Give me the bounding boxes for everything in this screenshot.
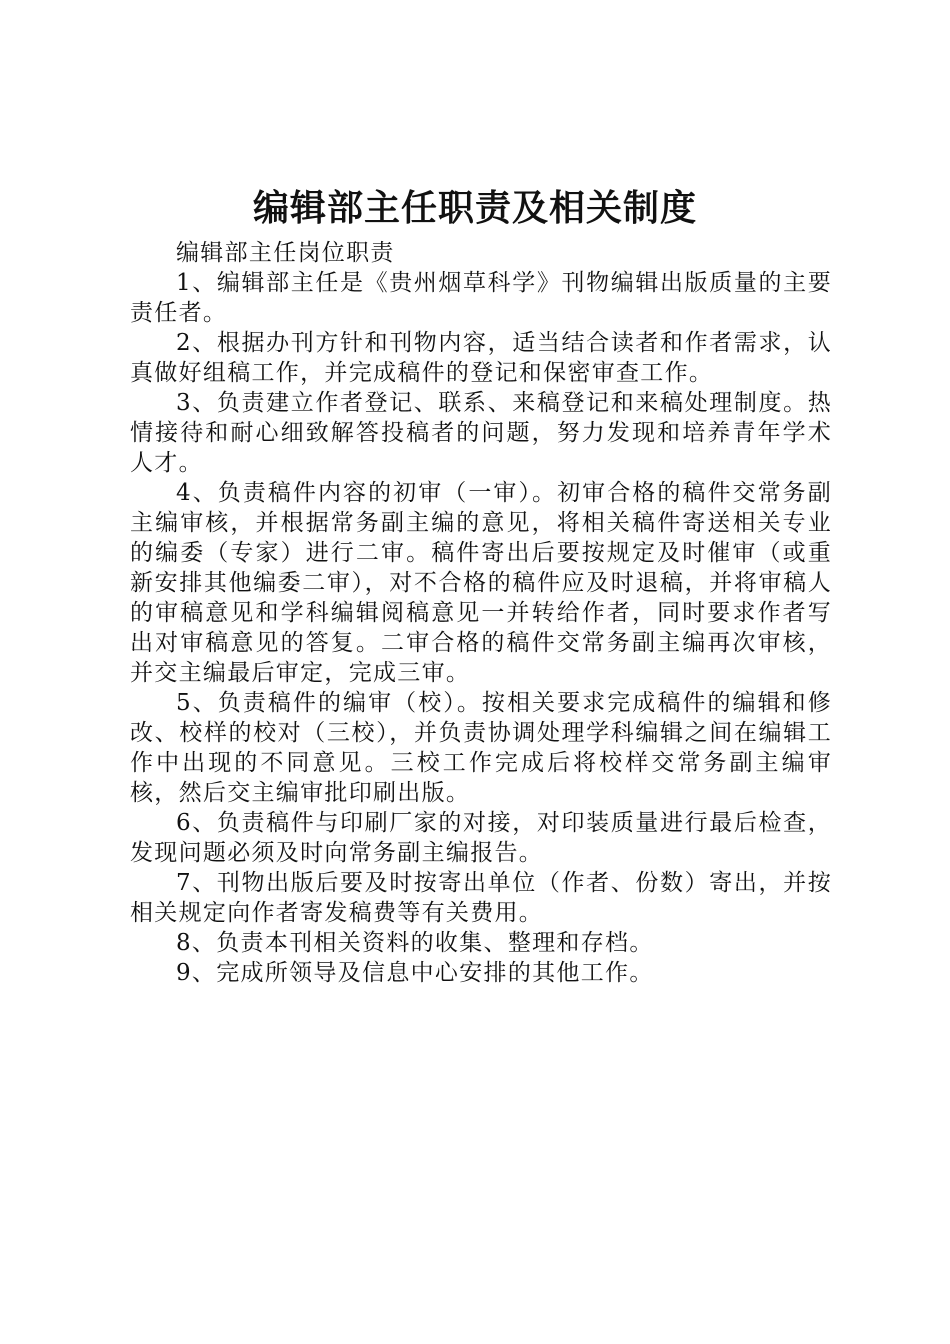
duty-item-4: 4、负责稿件内容的初审（一审）。初审合格的稿件交常务副主编审核，并根据常务副主编的意见，将相关稿件寄送相关专业的编委（专家）进行二审。稿件寄出后要按规定及时催审（或重新安排其他编委二审），对不合格的稿件应及时退稿，并将审稿人的审稿意见和学科编辑阅稿意见一并转给作者，同时要求作者写出对审稿意见的答复。二审合格的稿件交常务副主编再次审核，并交主编最后审定，完成三审。 xyxy=(130,480,832,686)
duty-item-6: 6、负责稿件与印刷厂家的对接，对印装质量进行最后检查，发现问题必须及时向常务副主编报告。 xyxy=(130,810,832,866)
duty-item-2: 2、根据办刊方针和刊物内容，适当结合读者和作者需求，认真做好组稿工作，并完成稿件的登记和保密审查工作。 xyxy=(130,330,832,386)
duty-item-1: 1、编辑部主任是《贵州烟草科学》刊物编辑出版质量的主要责任者。 xyxy=(130,270,832,326)
document-title: 编辑部主任职责及相关制度 xyxy=(252,187,697,229)
duty-item-7: 7、刊物出版后要及时按寄出单位（作者、份数）寄出，并按相关规定向作者寄发稿费等有关费用。 xyxy=(130,870,832,926)
duty-item-8: 8、负责本刊相关资料的收集、整理和存档。 xyxy=(176,930,654,956)
duty-item-3: 3、负责建立作者登记、联系、来稿登记和来稿处理制度。热情接待和耐心细致解答投稿者的问题，努力发现和培养青年学术人才。 xyxy=(130,390,832,476)
section-heading: 编辑部主任岗位职责 xyxy=(176,240,395,266)
duty-item-5: 5、负责稿件的编审（校）。按相关要求完成稿件的编辑和修改、校样的校对（三校），并负责协调处理学科编辑之间在编辑工作中出现的不同意见。三校工作完成后将校样交常务副主编审核，然后交主编审批印刷出版。 xyxy=(130,690,832,806)
duty-item-9: 9、完成所领导及信息中心安排的其他工作。 xyxy=(176,960,654,986)
document-body xyxy=(130,238,832,988)
